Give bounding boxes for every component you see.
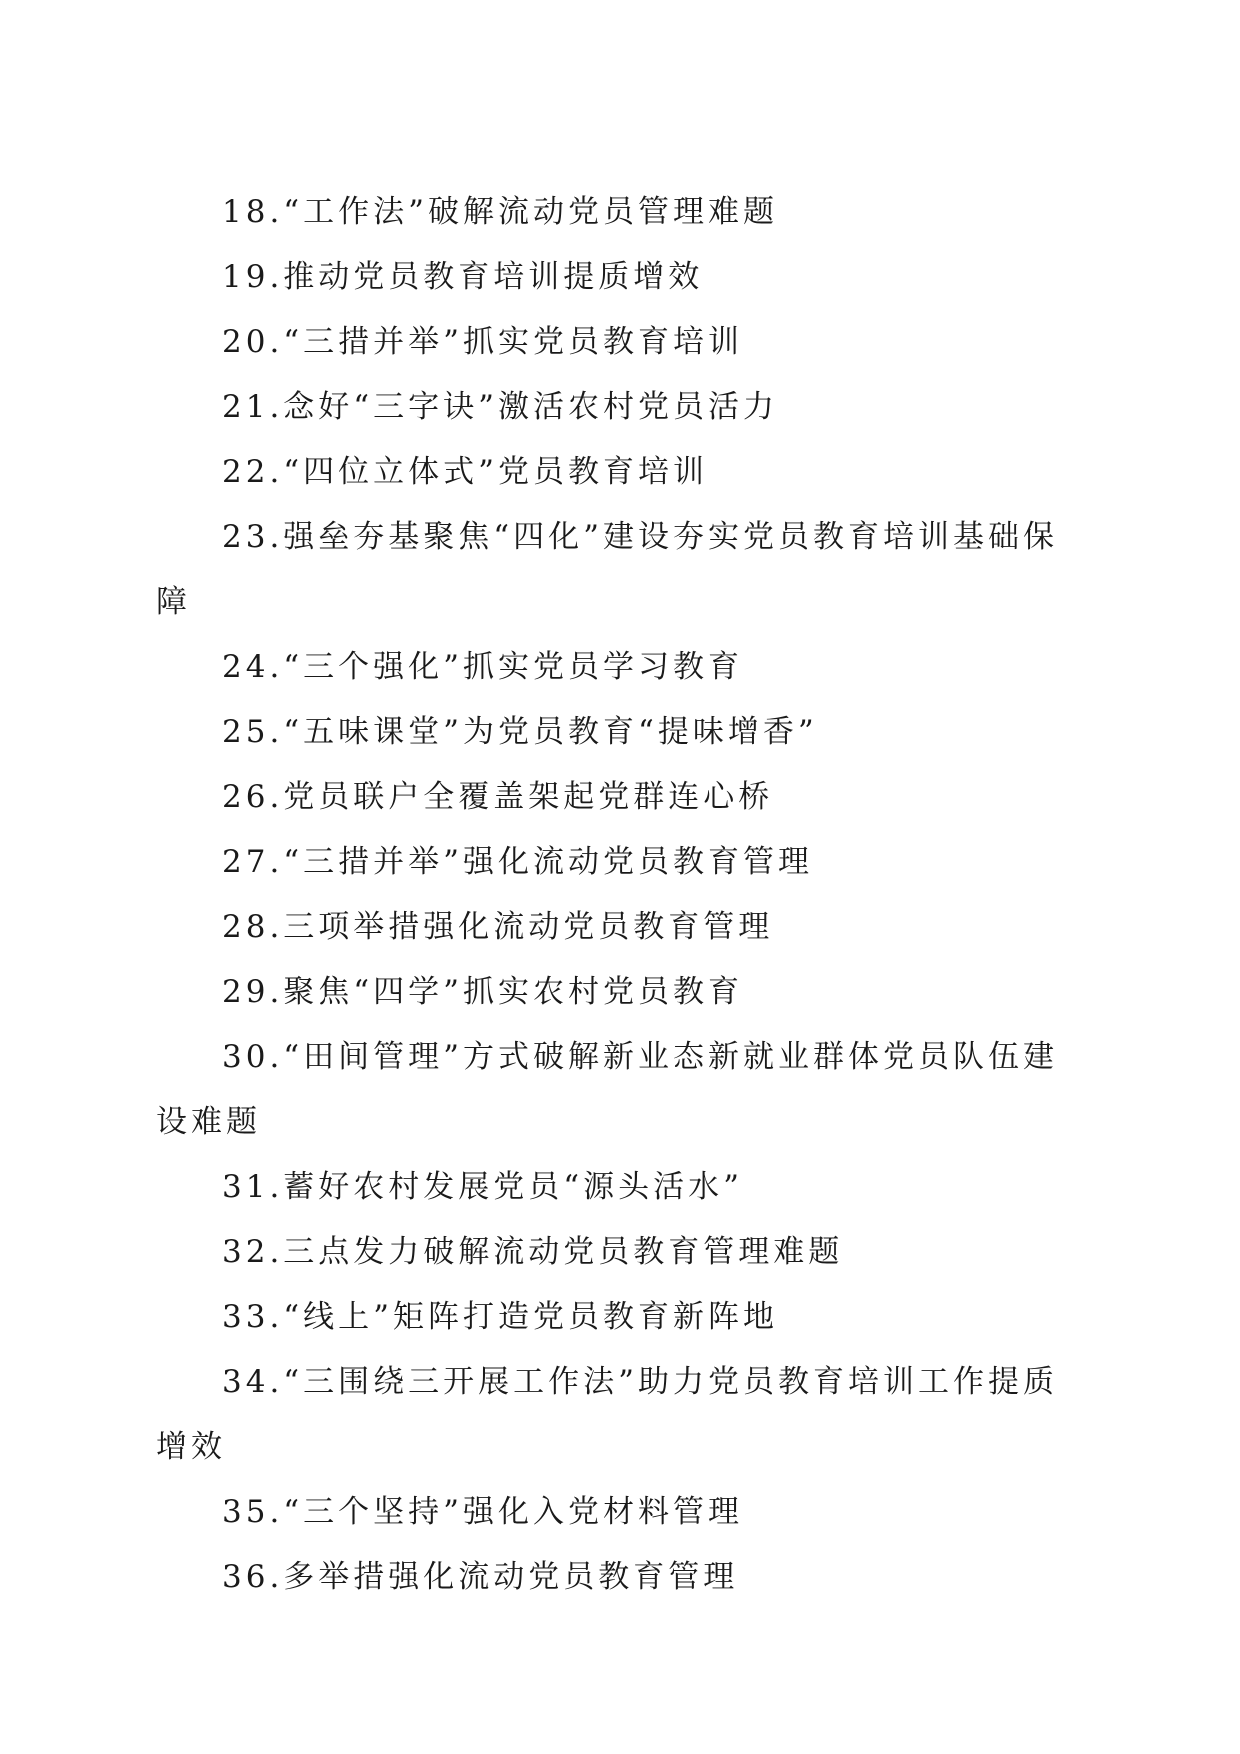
list-item: 21.念好“三字诀”激活农村党员活力 (222, 389, 778, 425)
list-item: 34.“三围绕三开展工作法”助力党员教育培训工作提质增效 (156, 1364, 1058, 1465)
list-item: 32.三点发力破解流动党员教育管理难题 (222, 1234, 844, 1270)
list-item: 36.多举措强化流动党员教育管理 (222, 1559, 739, 1595)
list-item: 19.推动党员教育培训提质增效 (222, 259, 704, 295)
list-item: 30.“田间管理”方式破解新业态新就业群体党员队伍建设难题 (156, 1039, 1058, 1140)
list-item: 23.强垒夯基聚焦“四化”建设夯实党员教育培训基础保障 (156, 519, 1058, 620)
list-item: 31.蓄好农村发展党员“源头活水” (222, 1169, 743, 1205)
list-item: 24.“三个强化”抓实党员学习教育 (222, 649, 743, 685)
title-list (156, 180, 1086, 1610)
list-item: 29.聚焦“四学”抓实农村党员教育 (222, 974, 743, 1010)
list-item: 28.三项举措强化流动党员教育管理 (222, 909, 774, 945)
list-item: 35.“三个坚持”强化入党材料管理 (222, 1494, 743, 1530)
list-item: 33.“线上”矩阵打造党员教育新阵地 (222, 1299, 778, 1335)
list-item: 22.“四位立体式”党员教育培训 (222, 454, 708, 490)
list-item: 20.“三措并举”抓实党员教育培训 (222, 324, 743, 360)
list-item: 26.党员联户全覆盖架起党群连心桥 (222, 779, 774, 815)
list-item: 25.“五味课堂”为党员教育“提味增香” (222, 714, 818, 750)
list-item: 18.“工作法”破解流动党员管理难题 (222, 194, 778, 230)
list-item: 27.“三措并举”强化流动党员教育管理 (222, 844, 813, 880)
